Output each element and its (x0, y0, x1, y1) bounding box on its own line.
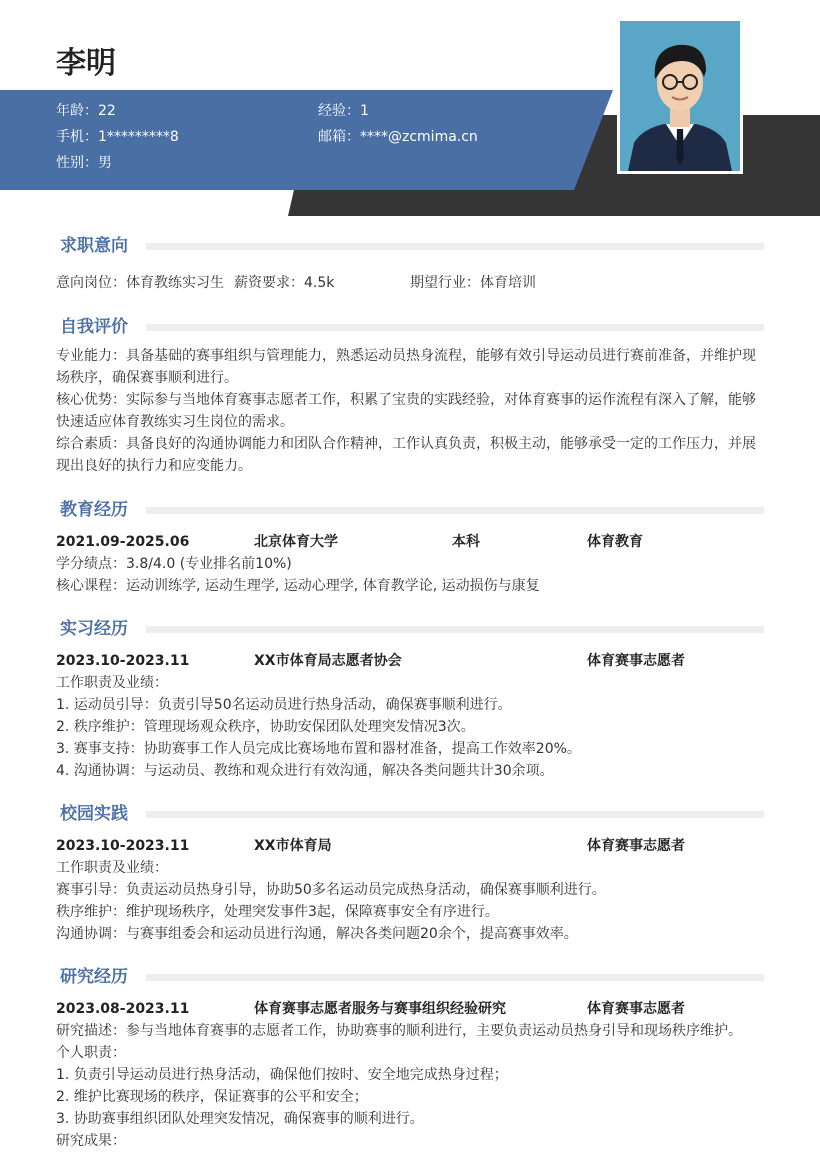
age-field: 年龄：22 (56, 103, 116, 119)
campus-line: 秩序维护：维护现场秩序，处理突发事件3起，保障赛事安全有序进行。 (56, 904, 499, 920)
section-divider (146, 811, 764, 818)
section-divider (146, 507, 764, 514)
self-line: 专业能力：具备基础的赛事组织与管理能力，熟悉运动员热身流程，能够有效引导运动员进行赛前准备，并维护现 (56, 348, 756, 364)
section-campus-practice (56, 802, 764, 945)
section-title: 实习经历 (60, 617, 136, 641)
section-title: 研究经历 (60, 965, 136, 989)
section-research (56, 965, 764, 1152)
self-line: 场秩序，确保赛事顺利进行。 (56, 370, 238, 386)
education-degree: 本科 (452, 534, 480, 550)
internship-period: 2023.10-2023.11 (56, 653, 190, 669)
campus-line: 沟通协调：与赛事组委会和运动员进行沟通，解决各类问题20余个，提高赛事效率。 (56, 926, 578, 942)
experience-field: 经验：1 (318, 103, 369, 119)
campus-role: 体育赛事志愿者 (587, 838, 685, 854)
campus-period: 2023.10-2023.11 (56, 838, 190, 854)
research-line: 2. 维护比赛现场的秩序，保证赛事的公平和安全； (56, 1089, 368, 1105)
internship-line: 3. 赛事支持：协助赛事工作人员完成比赛场地布置和器材准备，提高工作效率20%。 (56, 741, 581, 757)
section-divider (146, 324, 764, 331)
research-line: 研究描述：参与当地体育赛事的志愿者工作，协助赛事的顺利进行，主要负责运动员热身引导和现场秩序维护。 (56, 1023, 742, 1039)
education-line: 学分绩点：3.8/4.0 (专业排名前10%) (56, 556, 292, 572)
candidate-name: 李明 (56, 46, 116, 81)
research-line: 3. 协助赛事组织团队处理突发情况，确保赛事的顺利进行。 (56, 1111, 424, 1127)
education-school: 北京体育大学 (254, 534, 338, 550)
education-period: 2021.09-2025.06 (56, 534, 190, 550)
research-role: 体育赛事志愿者 (587, 1001, 685, 1017)
campus-org: XX市体育局 (254, 838, 332, 854)
section-job-intent (56, 234, 764, 294)
self-line: 核心优势：实际参与当地体育赛事志愿者工作，积累了宝贵的实践经验，对体育赛事的运作流程有深入了解，能够 (56, 392, 756, 408)
research-line: 研究成果： (56, 1133, 126, 1149)
section-title: 校园实践 (60, 802, 136, 826)
intent-salary: 薪资要求：4.5k (234, 275, 335, 291)
education-header-row (56, 531, 764, 553)
internship-line: 1. 运动员引导：负责引导50名运动员进行热身活动，确保赛事顺利进行。 (56, 697, 512, 713)
self-line: 快速适应体育教练实习生岗位的需求。 (56, 414, 294, 430)
self-line: 现出良好的执行力和应变能力。 (56, 458, 252, 474)
avatar-illustration (620, 21, 740, 171)
section-title: 求职意向 (60, 234, 136, 258)
section-divider (146, 243, 764, 250)
intent-industry: 期望行业：体育培训 (410, 275, 536, 291)
research-header-row (56, 998, 764, 1020)
internship-line: 4. 沟通协调：与运动员、教练和观众进行有效沟通，解决各类问题共计30余项。 (56, 763, 554, 779)
research-period: 2023.08-2023.11 (56, 1001, 190, 1017)
research-line: 个人职责： (56, 1045, 126, 1061)
internship-org: XX市体育局志愿者协会 (254, 653, 402, 669)
campus-line: 赛事引导：负责运动员热身引导，协助50多名运动员完成热身活动，确保赛事顺利进行。 (56, 882, 606, 898)
section-divider (146, 974, 764, 981)
campus-header-row (56, 835, 764, 857)
email-field: 邮箱：****@zcmima.cn (318, 129, 478, 145)
section-self-evaluation (56, 315, 764, 477)
education-major: 体育教育 (587, 534, 643, 550)
phone-field: 手机：1*********8 (56, 129, 179, 145)
section-internship (56, 617, 764, 782)
profile-photo (617, 18, 743, 174)
research-topic: 体育赛事志愿者服务与赛事组织经验研究 (254, 1001, 506, 1017)
research-line: 1. 负责引导运动员进行热身活动，确保他们按时、安全地完成热身过程； (56, 1067, 508, 1083)
campus-line: 工作职责及业绩： (56, 860, 168, 876)
internship-line: 工作职责及业绩： (56, 675, 168, 691)
section-title: 自我评价 (60, 315, 136, 339)
section-education (56, 498, 764, 597)
section-title: 教育经历 (60, 498, 136, 522)
self-line: 综合素质：具备良好的沟通协调能力和团队合作精神，工作认真负责，积极主动，能够承受一定的工作压力，并展 (56, 436, 756, 452)
gender-field: 性别：男 (56, 155, 112, 171)
internship-line: 2. 秩序维护：管理现场观众秩序，协助安保团队处理突发情况3次。 (56, 719, 475, 735)
section-divider (146, 626, 764, 633)
education-line: 核心课程：运动训练学, 运动生理学, 运动心理学, 体育教学论, 运动损伤与康复 (56, 578, 540, 594)
intent-position: 意向岗位：体育教练实习生 (56, 275, 224, 291)
internship-header-row (56, 650, 764, 672)
internship-role: 体育赛事志愿者 (587, 653, 685, 669)
